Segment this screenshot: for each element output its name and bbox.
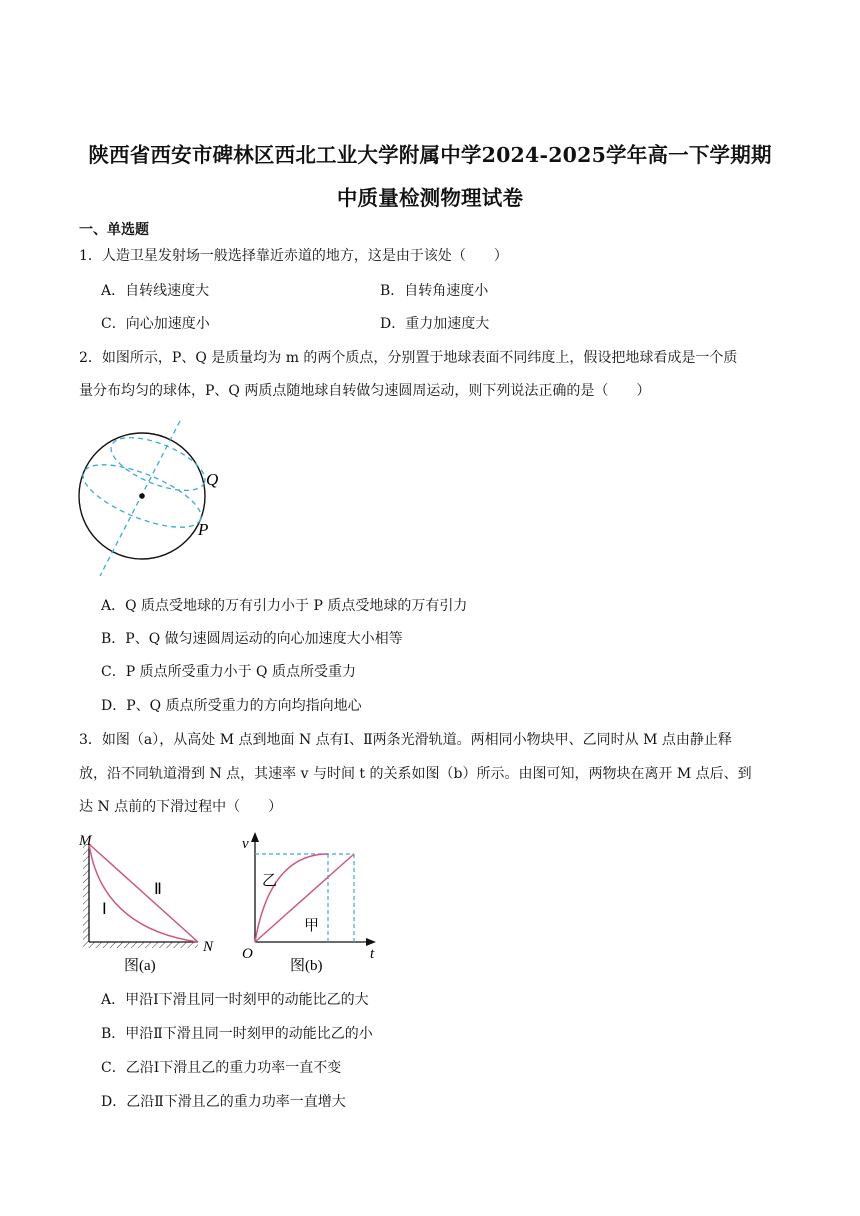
q1-option-c: C．向心加速度小 [101, 316, 210, 332]
label-p: P [198, 520, 209, 539]
q2-earth-figure [72, 418, 232, 583]
q3-option-a: A．甲沿Ⅰ下滑且同一时刻甲的动能比乙的大 [101, 992, 369, 1008]
q3-figure-a [74, 828, 224, 978]
q2-option-c: C．P 质点所受重力小于 Q 质点所受重力 [101, 664, 356, 680]
q3-option-c: C．乙沿Ⅰ下滑且乙的重力功率一直不变 [101, 1060, 342, 1076]
q3-option-b: B．甲沿Ⅱ下滑且同一时刻甲的动能比乙的小 [101, 1026, 373, 1042]
q3-stem-line3: 达 N 点前的下滑过程中（ ） [79, 799, 283, 815]
q2-option-d: D．P、Q 质点所受重力的方向均指向地心 [101, 698, 362, 714]
q1-option-b: B．自转角速度小 [380, 283, 489, 299]
label-jia: 甲 [304, 918, 320, 934]
label-yi: 乙 [262, 873, 278, 889]
label-track-ii: Ⅱ [154, 881, 162, 898]
label-track-i: Ⅰ [102, 901, 107, 918]
q1-stem: 1．人造卫星发射场一般选择靠近赤道的地方，这是由于该处（ ） [79, 248, 508, 264]
y-axis-arrow [251, 832, 259, 842]
q2-option-b: B．P、Q 做匀速圆周运动的向心加速度大小相等 [101, 631, 403, 647]
paper-title-line2: 中质量检测物理试卷 [336, 186, 524, 210]
x-axis-arrow [366, 938, 376, 946]
caption-a: 图(a) [124, 958, 156, 974]
q2-option-a: A．Q 质点受地球的万有引力小于 P 质点受地球的万有引力 [101, 598, 468, 614]
q3-option-d: D．乙沿Ⅱ下滑且乙的重力功率一直增大 [101, 1094, 346, 1110]
label-o: O [242, 946, 253, 962]
label-v: v [242, 836, 249, 852]
q2-stem-line1: 2．如图所示，P、Q 是质量均为 m 的两个质点，分别置于地球表面不同纬度上，假设把地球看成是一个质 [79, 350, 738, 366]
q1-option-d: D．重力加速度大 [380, 316, 490, 332]
wall-hatch [83, 844, 89, 942]
q2-stem-line2: 量分布均匀的球体，P、Q 两质点随地球自转做匀速圆周运动，则下列说法正确的是（ ） [79, 383, 651, 399]
track-ii [89, 844, 198, 942]
caption-b: 图(b) [290, 958, 323, 974]
label-m: M [79, 833, 92, 849]
label-q: Q [206, 470, 219, 489]
q3-stem-line1: 3．如图（a），从高处 M 点到地面 N 点有Ⅰ、Ⅱ两条光滑轨道。两相同小物块甲、乙同时从 M 点由静止释 [79, 732, 732, 748]
q3-figure-b [238, 828, 388, 978]
earth-center [139, 493, 145, 499]
label-t: t [370, 946, 375, 962]
q1-option-a: A．自转线速度大 [101, 283, 210, 299]
ground-hatch [83, 942, 198, 948]
label-n: N [203, 939, 214, 955]
section-heading: 一、单选题 [79, 222, 149, 238]
paper-title-line1: 陕西省西安市碑林区西北工业大学附属中学2024-2025学年高一下学期期 [88, 143, 772, 167]
q3-stem-line2: 放，沿不同轨道滑到 N 点，其速率 v 与时间 t 的关系如图（b）所示。由图可知，两物块在离开 M 点后、到 [79, 766, 752, 782]
